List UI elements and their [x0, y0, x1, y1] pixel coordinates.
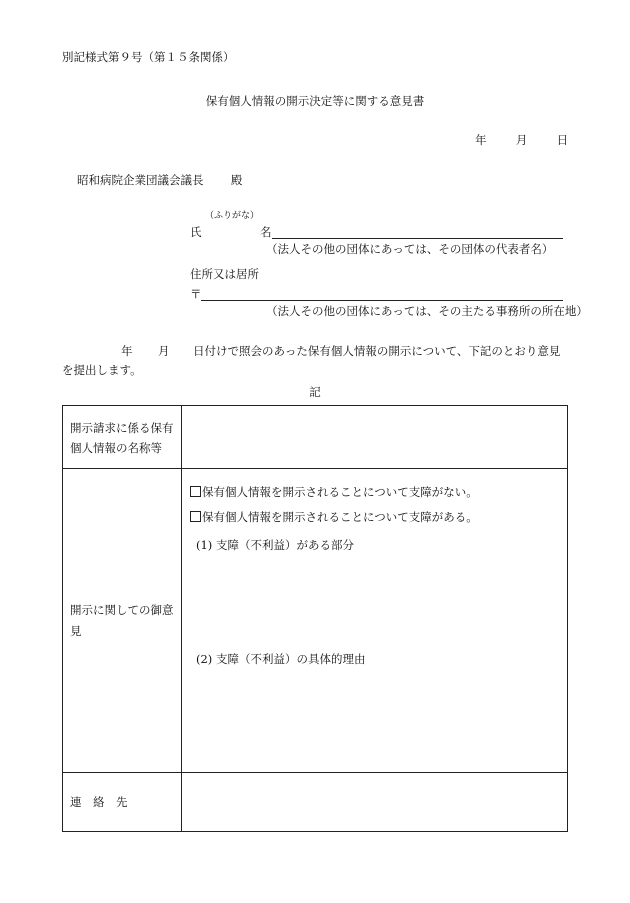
addressee: [77, 174, 242, 188]
checkbox-icon[interactable]: [190, 486, 201, 497]
body-line-1: 日付けで照会のあった保有個人情報の開示について、下記のとおり意見: [193, 344, 561, 358]
document-title: 保有個人情報の開示決定等に関する意見書: [205, 94, 425, 108]
row2-label-cell: [63, 469, 182, 773]
date-field: [475, 134, 568, 148]
address-label: 住所又は居所: [190, 267, 259, 281]
addressee-honorific: 殿: [230, 173, 243, 187]
table-row: [63, 469, 568, 773]
row3-label: 連 絡 先: [70, 795, 128, 809]
name-label-b: 名: [260, 225, 272, 239]
option-issue[interactable]: [190, 509, 567, 525]
row3-label-cell: [63, 773, 182, 832]
postal-mark: 〒: [190, 287, 202, 301]
name-underline[interactable]: [272, 238, 563, 239]
item1-heading: (1) 支障（不利益）がある部分: [196, 538, 354, 552]
addressee-name: 昭和病院企業団議会議長: [77, 173, 204, 187]
option-no-issue[interactable]: [190, 484, 567, 500]
date-month-label: 月: [515, 133, 528, 147]
option-issue-label: 保有個人情報を開示されることについて支障がある。: [202, 510, 478, 524]
row1-input-cell[interactable]: [182, 406, 568, 469]
address-underline[interactable]: [201, 300, 563, 301]
row2-label: 開示に関しての御意見: [70, 603, 174, 638]
option-no-issue-label: 保有個人情報を開示されることについて支障がない。: [202, 485, 478, 499]
name-label-a: 氏: [190, 225, 202, 239]
row2-content-cell: [182, 469, 568, 773]
body-year: 年: [121, 344, 133, 358]
item2-heading: (2) 支障（不利益）の具体的理由: [196, 652, 366, 666]
table-row: [63, 406, 568, 469]
date-day-label: 日: [556, 133, 569, 147]
ki-label: 記: [309, 385, 321, 399]
row3-input-cell[interactable]: [182, 773, 568, 832]
row1-label: 開示請求に係る保有個人情報の名称等: [70, 421, 174, 456]
body-month: 月: [158, 344, 170, 358]
body-line-2: を提出します。: [62, 363, 142, 377]
checkbox-icon[interactable]: [190, 511, 201, 522]
furigana-label: （ふりがな）: [205, 211, 260, 221]
table-row: [63, 773, 568, 832]
opinion-table: [62, 405, 568, 832]
address-note: （法人その他の団体にあっては、その主たる事務所の所在地）: [266, 304, 588, 318]
name-note: （法人その他の団体にあっては、その団体の代表者名）: [266, 242, 554, 256]
form-number: 別記様式第９号（第１５条関係）: [62, 50, 235, 64]
row1-label-cell: [63, 406, 182, 469]
date-year-label: 年: [475, 133, 487, 147]
